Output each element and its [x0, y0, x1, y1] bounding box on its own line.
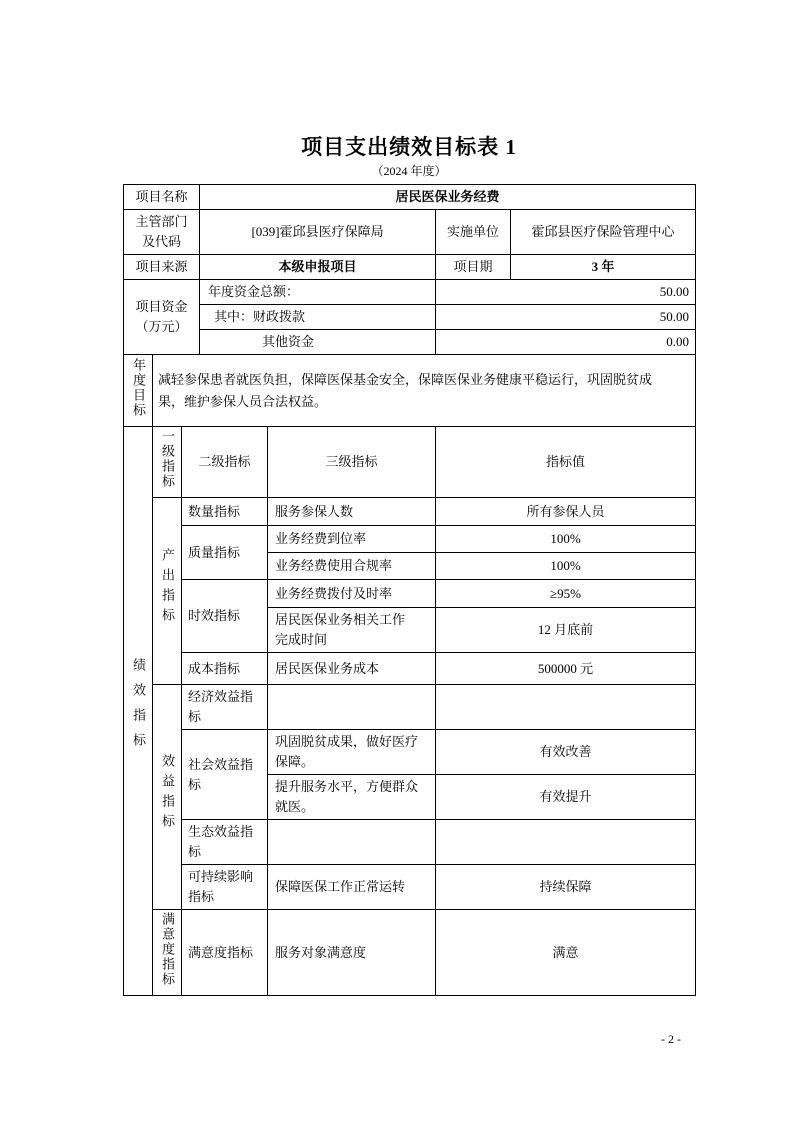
row-fund-other [124, 330, 696, 355]
timeliness-value2-cell: 12 月底前 [436, 608, 696, 653]
header-level3-cell: 三级指标 [268, 427, 436, 498]
fund-total-label-cell: 年度资金总额： [200, 280, 436, 305]
social-indicator1-cell: 巩固脱贫成果，做好医疗保障。 [268, 730, 436, 775]
indicators-section-label: 绩效指标 [131, 658, 146, 758]
ecological-indicator-cell [268, 820, 436, 865]
row-department [124, 210, 696, 255]
output-group-cell [153, 498, 182, 685]
cost-indicator-cell: 居民医保业务成本 [268, 653, 436, 685]
satisfaction-value-cell: 满意 [436, 910, 696, 996]
header-level1-label: 一级指标 [160, 429, 175, 489]
quality-label-cell: 质量指标 [182, 526, 268, 580]
satisfaction-group-label: 满意度指标 [160, 912, 175, 987]
funds-label-cell: 项目资金（万元） [124, 280, 200, 355]
row-project-name [124, 185, 696, 210]
annual-goal-text-cell: 减轻参保患者就医负担，保障医保基金安全，保障医保业务健康平稳运行，巩固脱贫成果，维护参保人员合法权益。 [153, 355, 696, 427]
timeliness-value1-cell: ≥95% [436, 580, 696, 608]
social-value1-cell: 有效改善 [436, 730, 696, 775]
fund-other-value-cell: 0.00 [436, 330, 696, 355]
document-title: 项目支出绩效目标表 1 [301, 135, 517, 159]
quality-indicator2-cell: 业务经费使用合规率 [268, 553, 436, 580]
row-indicator-header [124, 427, 696, 498]
row-timeliness-1 [124, 580, 696, 608]
economic-label-cell: 经济效益指标 [182, 685, 268, 730]
benefit-group-label: 效益指标 [160, 754, 175, 834]
annual-goal-label: 年度目标 [131, 357, 146, 418]
ecological-value-cell [436, 820, 696, 865]
timeliness-indicator2-cell: 居民医保业务相关工作完成时间 [268, 608, 436, 653]
row-sustainable [124, 865, 696, 910]
benefit-group-cell [153, 685, 182, 910]
row-project-source [124, 255, 696, 280]
cost-label-cell: 成本指标 [182, 653, 268, 685]
performance-target-table [123, 184, 696, 996]
fund-fiscal-value-cell: 50.00 [436, 305, 696, 330]
header-level2-cell: 二级指标 [182, 427, 268, 498]
period-value-cell: 3 年 [511, 255, 696, 280]
indicators-section-cell [124, 427, 153, 996]
row-annual-goal [124, 355, 696, 427]
quantity-value-cell: 所有参保人员 [436, 498, 696, 526]
fund-fiscal-label-cell: 其中：财政拨款 [200, 305, 436, 330]
social-indicator2-cell: 提升服务水平，方便群众就医。 [268, 775, 436, 820]
cost-value-cell: 500000 元 [436, 653, 696, 685]
header-level1-cell [153, 427, 182, 498]
economic-indicator-cell [268, 685, 436, 730]
header-value-cell: 指标值 [436, 427, 696, 498]
satisfaction-indicator-cell: 服务对象满意度 [268, 910, 436, 996]
quality-value1-cell: 100% [436, 526, 696, 553]
row-quantity [124, 498, 696, 526]
row-social-1 [124, 730, 696, 775]
row-cost [124, 653, 696, 685]
row-fund-total [124, 280, 696, 305]
annual-goal-label-cell [124, 355, 153, 427]
row-economic [124, 685, 696, 730]
quantity-label-cell: 数量指标 [182, 498, 268, 526]
period-label-cell: 项目期 [436, 255, 511, 280]
document-content [123, 134, 695, 996]
document-subtitle: （2024 年度） [371, 164, 447, 178]
source-value-cell: 本级申报项目 [200, 255, 436, 280]
social-value2-cell: 有效提升 [436, 775, 696, 820]
fund-total-value-cell: 50.00 [436, 280, 696, 305]
fund-other-label-cell: 其他资金 [200, 330, 436, 355]
source-label-cell: 项目来源 [124, 255, 200, 280]
output-group-label: 产出指标 [160, 548, 175, 628]
satisfaction-group-cell [153, 910, 182, 996]
impl-unit-label-cell: 实施单位 [436, 210, 511, 255]
timeliness-indicator1-cell: 业务经费拨付及时率 [268, 580, 436, 608]
ecological-label-cell: 生态效益指标 [182, 820, 268, 865]
impl-unit-value-cell: 霍邱县医疗保险管理中心 [511, 210, 696, 255]
row-quality-1 [124, 526, 696, 553]
project-name-value-cell: 居民医保业务经费 [200, 185, 696, 210]
row-satisfaction [124, 910, 696, 996]
social-label-cell: 社会效益指标 [182, 730, 268, 820]
sustainable-value-cell: 持续保障 [436, 865, 696, 910]
dept-value-cell: [039]霍邱县医疗保障局 [200, 210, 436, 255]
row-ecological [124, 820, 696, 865]
timeliness-label-cell: 时效指标 [182, 580, 268, 653]
quantity-indicator-cell: 服务参保人数 [268, 498, 436, 526]
satisfaction-label-cell: 满意度指标 [182, 910, 268, 996]
page-number: - 2 - [661, 1032, 681, 1046]
economic-value-cell [436, 685, 696, 730]
row-fund-fiscal [124, 305, 696, 330]
project-name-label-cell: 项目名称 [124, 185, 200, 210]
sustainable-label-cell: 可持续影响指标 [182, 865, 268, 910]
sustainable-indicator-cell: 保障医保工作正常运转 [268, 865, 436, 910]
quality-value2-cell: 100% [436, 553, 696, 580]
dept-label-cell: 主管部门及代码 [124, 210, 200, 255]
quality-indicator1-cell: 业务经费到位率 [268, 526, 436, 553]
